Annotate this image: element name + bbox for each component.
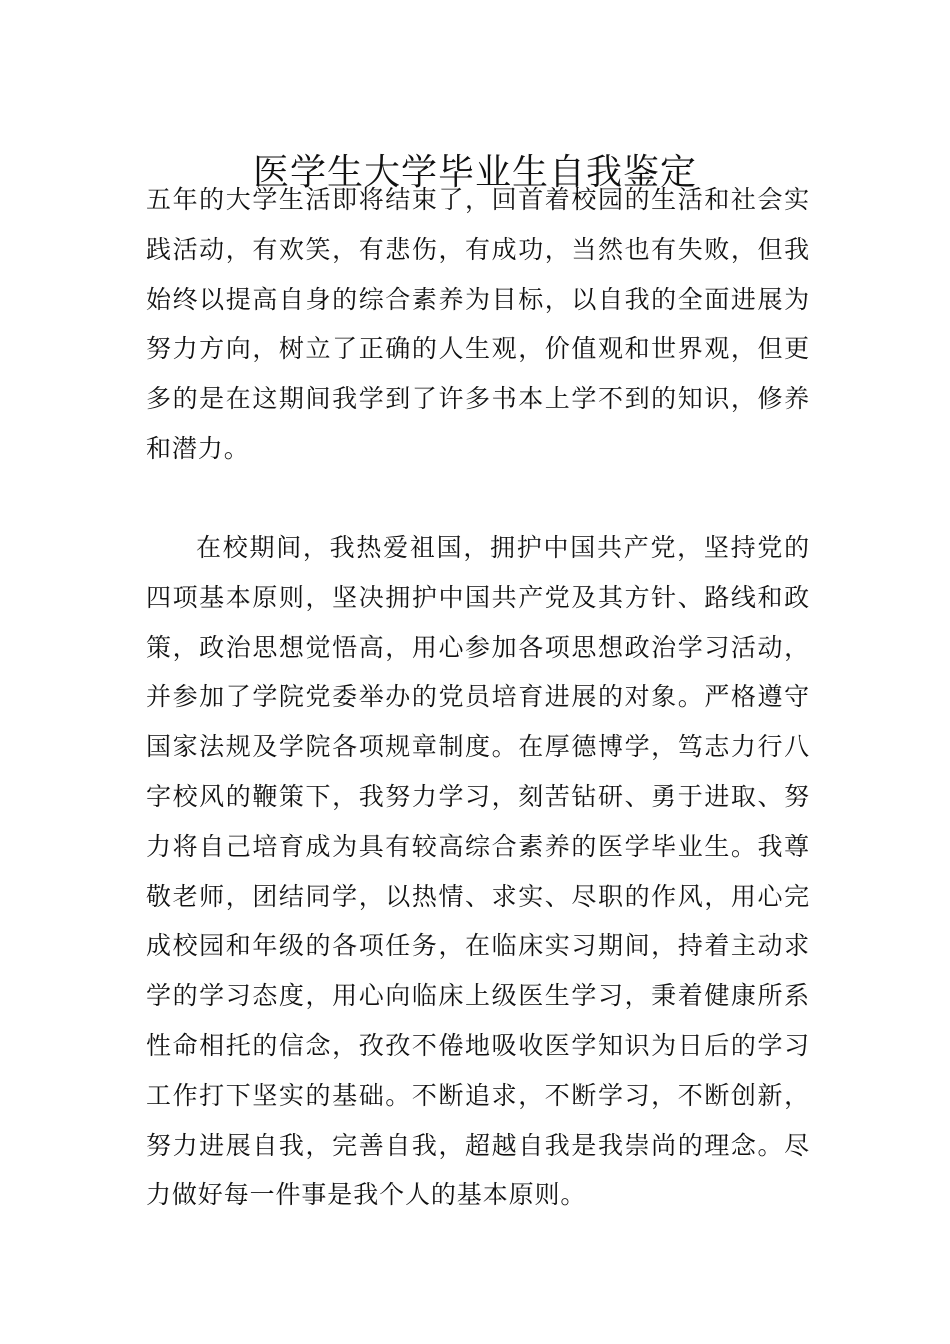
document-title: 医学生大学毕业生自我鉴定: [252, 152, 697, 194]
paragraph-intro: 五年的大学生活即将结束了，回首着校园的生活和社会实践活动，有欢笑，有悲伤，有成功，当然也有失败，但我始终以提高自身的综合素养为目标，以自我的全面进展为努力方向，树立了正确的人生观，价值观和世界观，但更多的是在这期间我学到了许多书本上学不到的知识，修养和潜力。: [146, 185, 810, 463]
paragraph-school-period: 在校期间，我热爱祖国，拥护中国共产党，坚持党的四项基本原则，坚决拥护中国共产党及其方针、路线和政策，政治思想觉悟高，用心参加各项思想政治学习活动，并参加了学院党委举办的党员培育进展的对象。严格遵守国家法规及学院各项规章制度。在厚德博学，笃志力行八字校风的鞭策下，我努力学习，刻苦钻研、勇于进取、努力将自己培育成为具有较高综合素养的医学毕业生。我尊敬老师，团结同学，以热情、求实、尽职的作风，用心完成校园和年级的各项任务，在临床实习期间，持着主动求学的学习态度，用心向临床上级医生学习，秉着健康所系性命相托的信念，孜孜不倦地吸收医学知识为日后的学习工作打下坚实的基础。不断追求，不断学习，不断创新，努力进展自我，完善自我，超越自我是我崇尚的理念。尽力做好每一件事是我个人的基本原则。: [146, 533, 810, 1210]
